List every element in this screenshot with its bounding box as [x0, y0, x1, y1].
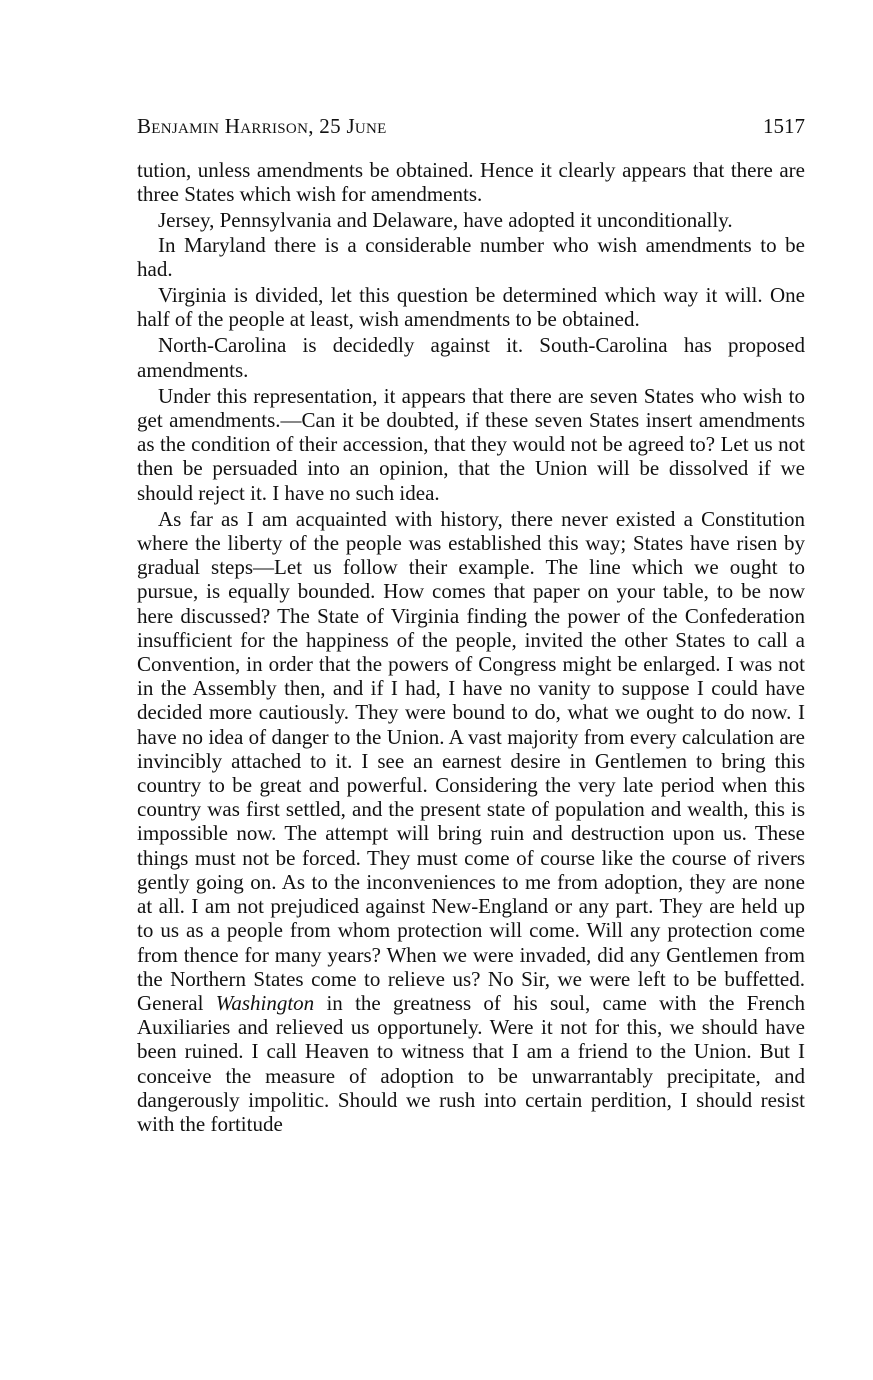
paragraph: North-Carolina is decidedly against it. South-Carolina has proposed amendments. — [137, 333, 805, 382]
italic-name: Washington — [215, 990, 315, 1015]
running-header — [137, 110, 805, 142]
page-number: 1517 — [763, 114, 805, 138]
paragraph — [137, 507, 805, 1136]
paragraph-text-after: in the greatness of his soul, came with the French Auxiliaries and relieved us opportunely. Were it not for this, we should have been ruined. I call Heaven to witness that I am a friend to the Union. But I conceive the measure of adoption to be unwarrantably precipitate, and dangerously impolitic. Should we rush into certain perdition, I should resist with the fortitude — [137, 990, 805, 1136]
paragraph: Jersey, Pennsylvania and Delaware, have adopted it unconditionally. — [158, 208, 733, 233]
running-head-title: Benjamin Harrison, 25 June — [137, 114, 387, 138]
body-text — [137, 158, 805, 1136]
paragraph: In Maryland there is a considerable number who wish amendments to be had. — [137, 232, 805, 281]
paragraph: tution, unless amendments be obtained. Hence it clearly appears that there are three States which wish for amendments. — [137, 158, 805, 207]
paragraph: Under this representation, it appears that there are seven States who wish to get amendments.—Can it be doubted, if these seven States insert amendments as the condition of their accession, that they would not be agreed to? Let us not then be persuaded into an opinion, that the Union will be dissolved if we should reject it. I have no such idea. — [137, 383, 805, 505]
paragraph: Virginia is divided, let this question be determined which way it will. One half of the people at least, wish amendments to be obtained. — [137, 283, 805, 332]
paragraph-text-before: As far as I am acquainted with history, there never existed a Constitution where the liberty of the people was established this way; States have risen by gradual steps—Let us follow their example. The line which we ought to pursue, is equally bounded. How comes that paper on your table, to be now here discussed? The State of Virginia finding the power of the Confederation insufficient for the happiness of the people, invited the other States to call a Convention, in order that the powers of Congress might be enlarged. I was not in the Assembly then, and if I had, I have no vanity to suppose I could have decided more cautiously. They were bound to do, what we ought to do now. I have no idea of danger to the Union. A vast majority from every calculation are invincibly attached to it. I see an earnest desire in Gentlemen to bring this country to be great and powerful. Considering the very late period when this country was first settled, and the present state of population and wealth, this is impossible now. The attempt will bring ruin and destruction upon us. These things must not be forced. They must come of course like the course of rivers gently going on. As to the inconveniences to me from adoption, they are none at all. I am not prejudiced against New-England or any part. They are held up to us as a people from whom protection will come. Will any protection come from thence for many years? When we were invaded, did any Gentlemen from the Northern States come to relieve us? No Sir, we were left to be buffetted. General — [137, 506, 805, 1015]
